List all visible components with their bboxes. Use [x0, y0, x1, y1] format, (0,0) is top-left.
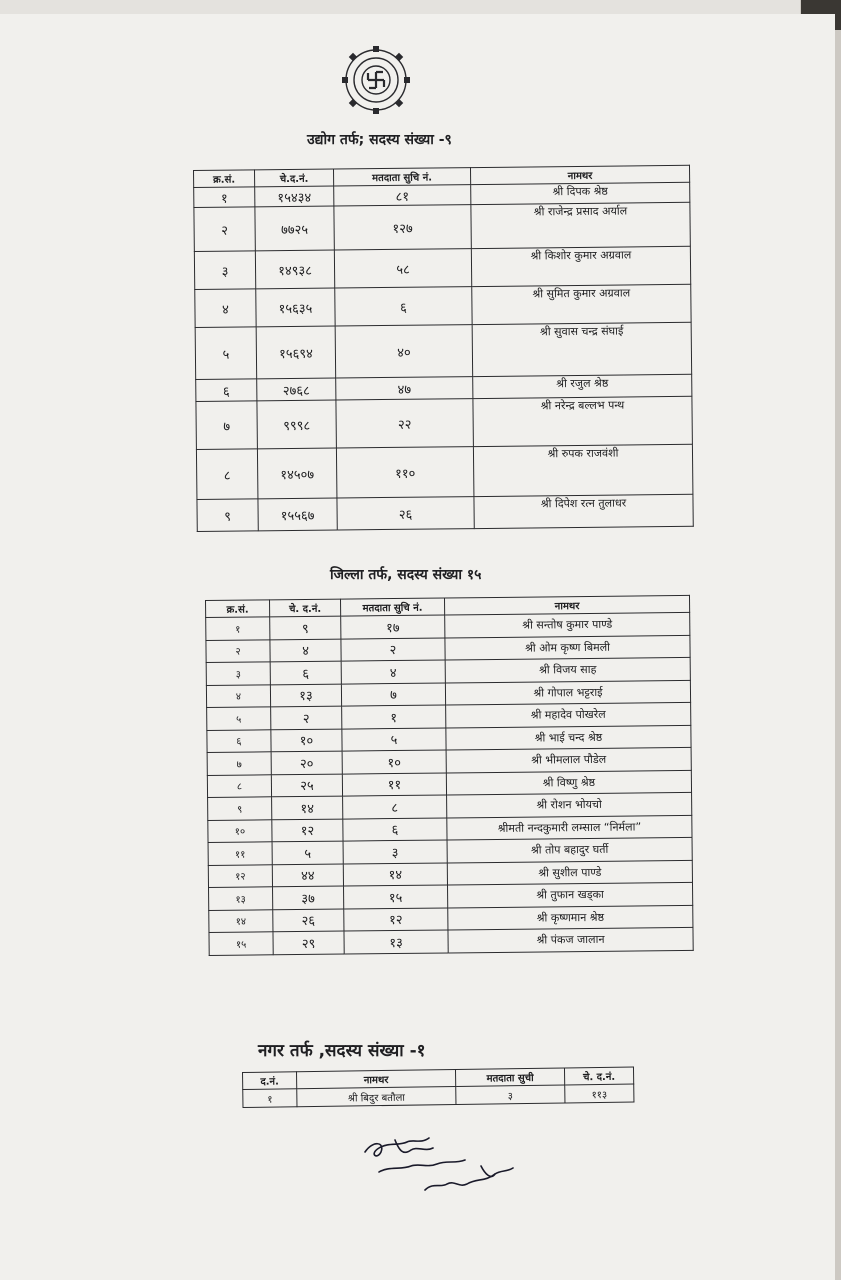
reg-cell: ११३ [565, 1084, 634, 1103]
reg-cell: १३ [270, 684, 341, 707]
serial-cell: ५ [207, 707, 271, 730]
serial-cell: १० [208, 819, 272, 842]
serial-cell: ३ [194, 251, 255, 290]
reg-cell: ७७२५ [255, 206, 334, 251]
voter-cell: ३ [343, 840, 447, 864]
reg-cell: २ [271, 706, 342, 729]
name-cell: श्री सुमित कुमार अग्रवाल [472, 284, 691, 324]
voter-cell: ४० [335, 325, 473, 378]
name-cell: श्री कृष्णमान श्रेष्ठ [448, 905, 693, 930]
serial-cell: ६ [207, 729, 271, 752]
name-cell: श्री ओम कृष्ण बिमली [445, 635, 690, 660]
voter-cell: ७ [341, 682, 445, 706]
name-cell: श्री राजेन्द्र प्रसाद अर्याल [471, 202, 690, 248]
name-cell: श्री बिदुर बतौला [297, 1087, 456, 1107]
name-cell: श्री तोप बहादुर घर्ती [447, 837, 692, 862]
serial-cell: २ [194, 207, 255, 252]
name-cell: श्री रुपक राजवंशी [473, 444, 693, 496]
voter-cell: १२७ [334, 205, 471, 250]
name-cell: श्री रजुल श्रेष्ठ [473, 374, 692, 398]
name-cell: श्री विजय साह [445, 657, 690, 682]
name-cell: श्री भाई चन्द श्रेष्ठ [446, 725, 691, 750]
reg-cell: ५ [272, 841, 343, 864]
table-row [196, 444, 692, 499]
voter-cell: १२ [344, 907, 448, 931]
header-name: नामथर [470, 165, 689, 184]
reg-cell: ४४ [272, 864, 343, 887]
voter-cell: १० [342, 750, 446, 774]
district-members-table [205, 595, 694, 956]
serial-cell: ८ [207, 774, 271, 797]
serial-cell: २ [206, 639, 270, 662]
header-voter-list: मतदाता सुची [455, 1068, 564, 1087]
serial-cell: १५ [209, 932, 273, 955]
serial-cell: ७ [207, 752, 271, 775]
header-voter-no: मतदाता सुचि नं. [340, 598, 444, 616]
voter-cell: १५ [344, 885, 448, 909]
reg-cell: ९९९८ [257, 400, 336, 449]
reg-cell: १४९३८ [255, 250, 334, 289]
voter-cell: ८१ [334, 185, 471, 206]
header-reg-no: चे. द.नं. [564, 1067, 633, 1085]
voter-cell: ६ [335, 287, 472, 326]
reg-cell: १४ [272, 796, 343, 819]
serial-cell: ६ [196, 379, 257, 402]
reg-cell: ४ [270, 639, 341, 662]
reg-cell: १० [271, 729, 342, 752]
table-row [194, 246, 690, 289]
name-cell: श्रीमती नन्दकुमारी लम्साल “निर्मला” [447, 815, 692, 840]
voter-cell: ६ [343, 817, 447, 841]
district-section-title: जिल्ला तर्फ, सदस्य संख्या १५ [330, 567, 482, 583]
serial-cell: १३ [209, 887, 273, 910]
industry-section-title: उद्योग तर्फ; सदस्य संख्या -९ [307, 132, 452, 148]
name-cell: श्री नरेन्द्र बल्लभ पन्थ [473, 396, 692, 446]
serial-cell: ७ [196, 401, 257, 450]
municipality-members-table [242, 1067, 634, 1108]
chamber-logo-icon [340, 44, 412, 116]
name-cell: श्री महादेव पोखरेल [446, 702, 691, 727]
serial-cell: ९ [197, 499, 258, 532]
header-serial: क्र.सं. [206, 600, 270, 618]
name-cell: श्री रोशन भोयचो [447, 792, 692, 817]
reg-cell: ६ [270, 661, 341, 684]
name-cell: श्री तुफान खड्का [447, 882, 692, 907]
reg-cell: ९ [270, 616, 341, 639]
serial-cell: १ [194, 187, 255, 208]
voter-cell: २ [341, 637, 445, 661]
reg-cell: १५६३५ [256, 288, 335, 327]
voter-cell: ३ [456, 1085, 565, 1105]
table-row [195, 284, 691, 327]
voter-cell: ११ [342, 772, 446, 796]
voter-cell: ४७ [336, 377, 473, 400]
name-cell: श्री किशोर कुमार अग्रवाल [471, 246, 690, 286]
header-name: नामथर [444, 595, 689, 615]
reg-cell: २९ [273, 931, 344, 954]
municipality-section-title: नगर तर्फ ,सदस्य संख्या -१ [258, 1041, 426, 1061]
serial-cell: १ [243, 1089, 297, 1108]
header-voter-no: मतदाता सुचि नं. [333, 168, 470, 186]
serial-cell: ९ [208, 797, 272, 820]
serial-cell: १४ [209, 909, 273, 932]
reg-cell: १५५६७ [258, 498, 337, 531]
header-serial: द.नं. [243, 1072, 297, 1090]
table-row [196, 396, 692, 449]
table-row [209, 927, 693, 955]
reg-cell: २५ [271, 774, 342, 797]
reg-cell: १५६९४ [256, 326, 336, 379]
reg-cell: १४५०७ [257, 448, 337, 499]
name-cell: श्री पंकज जालान [448, 927, 693, 952]
header-serial: क्र.सं. [194, 170, 255, 188]
voter-cell: १३ [344, 930, 448, 954]
voter-cell: ५ [342, 727, 446, 751]
header-reg-no: चे.द.नं. [255, 169, 334, 187]
table-row [197, 494, 693, 531]
voter-cell: ५८ [334, 249, 471, 288]
industry-members-table [193, 165, 694, 532]
name-cell: श्री सुवास चन्द्र संघाई [472, 322, 692, 376]
header-name: नामथर [297, 1070, 456, 1089]
reg-cell: १२ [272, 819, 343, 842]
serial-cell: १ [206, 617, 270, 640]
voter-cell: १ [342, 705, 446, 729]
serial-cell: ४ [195, 289, 256, 328]
name-cell: श्री गोपाल भट्टराई [445, 680, 690, 705]
voter-cell: ८ [343, 795, 447, 819]
handwritten-signature [355, 1130, 525, 1210]
serial-cell: १२ [208, 864, 272, 887]
reg-cell: २६ [273, 909, 344, 932]
serial-cell: ३ [206, 662, 270, 685]
name-cell: श्री सन्तोष कुमार पाण्डे [445, 612, 690, 637]
serial-cell: ११ [208, 842, 272, 865]
voter-cell: ४ [341, 660, 445, 684]
reg-cell: २७६८ [257, 378, 336, 401]
serial-cell: ४ [206, 684, 270, 707]
voter-cell: २६ [337, 497, 474, 530]
reg-cell: २० [271, 751, 342, 774]
voter-cell: ११० [336, 447, 474, 498]
reg-cell: १५४३४ [255, 186, 334, 207]
voter-cell: २२ [336, 399, 473, 448]
name-cell: श्री दिपेश रत्न तुलाधर [474, 494, 693, 528]
table-row [195, 322, 692, 379]
header-reg-no: चे. द.नं. [270, 599, 341, 617]
voter-cell: १४ [343, 862, 447, 886]
reg-cell: ३७ [273, 886, 344, 909]
table-row [194, 202, 690, 251]
serial-cell: ८ [196, 449, 258, 500]
name-cell: श्री विष्णु श्रेष्ठ [446, 770, 691, 795]
voter-cell: १७ [341, 615, 445, 639]
serial-cell: ५ [195, 327, 257, 380]
name-cell: श्री सुशील पाण्डे [447, 860, 692, 885]
name-cell: श्री भीमलाल पौडेल [446, 747, 691, 772]
name-cell: श्री दिपक श्रेष्ठ [471, 182, 690, 204]
